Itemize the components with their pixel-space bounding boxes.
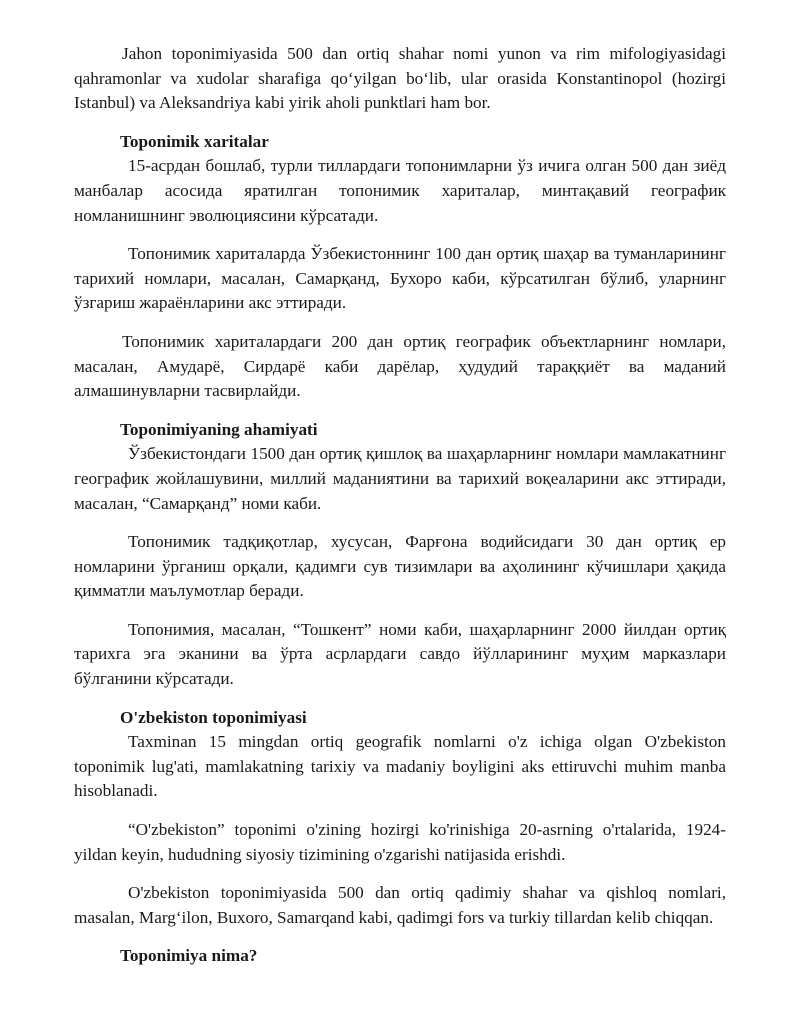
section-heading: Toponimiyaning ahamiyati [120,419,318,439]
section-heading: Toponimiya nima? [120,946,258,966]
paragraph: “O'zbekiston” toponimi o'zining hozirgi ko'rinishiga 20-asrning o'rtalarida, 1924-yildan keyin, hududning siyosiy tizimining o'zgarishi natijasida erishdi. [74,820,726,864]
paragraph: Jahon toponimiyasida 500 dan ortiq shahar nomi yunon va rim mifologiyasidagi qahramonlar va xudolar sharafiga qo‘yilgan bo‘lib, ular orasida Konstantinopol (hozirgi Istanbul) va Aleksandriya kabi yirik aholi punktlari ham bor. [74,44,726,113]
paragraph: Топонимик тадқиқотлар, хусусан, Фарғона водийсидаги 30 дан ортиқ ер номларини ўрганиш орқали, қадимги сув тизимлари ва аҳолининг кўчишлари ҳақида қимматли маълумотлар беради. [74,532,726,601]
paragraph: 15-асрдан бошлаб, турли тиллардаги топонимларни ўз ичига олган 500 дан зиёд манбалар асосида яратилган топонимик хариталар, минтақавий географик номланишнинг эволюциясини кўрсатади. [74,156,726,225]
paragraph: O'zbekiston toponimiyasida 500 dan ortiq qadimiy shahar va qishloq nomlari, masalan, Marg‘ilon, Buxoro, Samarqand kabi, qadimgi fors va turkiy tillardan kelib chiqqan. [74,883,726,927]
paragraph: Топонимик хариталардаги 200 дан ортиқ географик объектларнинг номлари, масалан, Амударё, Сирдарё каби дарёлар, ҳудудий тараққиёт ва маданий алмашинувларни тасвирлайди. [74,331,726,401]
paragraph: Топонимик хариталарда Ўзбекистоннинг 100 дан ортиқ шаҳар ва туманларининг тарихий номлари, масалан, Самарқанд, Бухоро каби, кўрсатилган бўлиб, уларнинг ўзгариш жараёнларини акс эттиради. [74,244,726,313]
paragraph: Taxminan 15 mingdan ortiq geografik nomlarni o'z ichiga olgan O'zbekiston toponimik lug'ati, mamlakatning tarixiy va madaniy boyligini aks ettiruvchi muhim manba hisoblanadi. [74,732,726,801]
section-heading: O'zbekiston toponimiyasi [120,707,307,727]
paragraph: Ўзбекистондаги 1500 дан ортиқ қишлоқ ва шаҳарларнинг номлари мамлакатнинг географик жойлашувини, миллий маданиятини ва тарихий воқеаларини акс эттиради, масалан, “Самарқанд” номи каби. [74,444,726,513]
section-heading: Toponimik xaritalar [120,131,269,151]
paragraph: Топонимия, масалан, “Тошкент” номи каби, шаҳарларнинг 2000 йилдан ортиқ тарихга эга эканини ва ўрта асрлардаги савдо йўлларининг муҳим марказлари бўлганини кўрсатади. [74,619,726,689]
